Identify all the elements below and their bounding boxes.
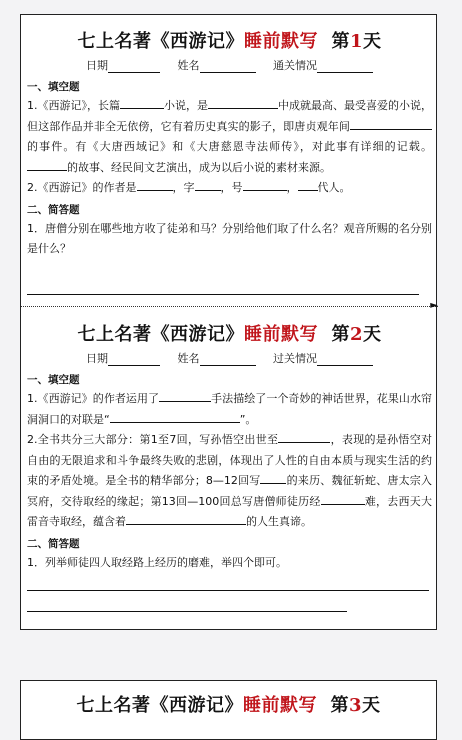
day2-question-1: 1.《西游记》的作者运用了 手法描绘了一个奇妙的神话世界，花果山水帘洞洞口的对联是“ ”。 bbox=[21, 389, 438, 430]
cut-line bbox=[21, 306, 438, 307]
answer-line[interactable] bbox=[27, 590, 429, 591]
worksheet-days-1-2 bbox=[20, 14, 437, 630]
status-blank[interactable] bbox=[317, 354, 373, 366]
answer-blank[interactable] bbox=[208, 96, 278, 109]
worksheet-day-3 bbox=[20, 680, 437, 740]
status-blank[interactable] bbox=[317, 61, 373, 73]
day1-meta-row bbox=[21, 57, 438, 73]
name-label: 姓名 bbox=[177, 59, 200, 72]
answer-blank[interactable] bbox=[27, 158, 67, 171]
answer-blank[interactable] bbox=[137, 178, 173, 191]
date-label: 日期 bbox=[86, 352, 108, 365]
day2-section-fill: 一、填空题 bbox=[27, 374, 80, 386]
day1-section-fill: 一、填空题 bbox=[27, 81, 80, 93]
day2-meta-row bbox=[21, 350, 438, 366]
day1-question-1: 1.《西游记》，长篇 小说，是 中成就最高、最受喜爱的小说，但这部作品并非全无依傍，它有着历史真实的影子，即唐贞观年间的事件。有《大唐西域记》和《大唐慈恩寺法师传》，对此事有详细的记载。的故事、经民间文艺演出，成为以后小说的素材来源。 bbox=[21, 96, 438, 178]
day2-section-short: 二、简答题 bbox=[27, 537, 80, 550]
day1-question-3: 1．唐僧分别在哪些地方收了徒弟和马？分别给他们取了什么名？观音所赐的名分别是什么？ bbox=[27, 221, 432, 255]
answer-blank[interactable] bbox=[159, 389, 211, 402]
day3-title: 七上名著《西游记》睡前默写 第3天 bbox=[76, 695, 381, 716]
answer-line[interactable] bbox=[27, 611, 347, 612]
answer-blank[interactable] bbox=[110, 410, 240, 423]
answer-blank[interactable] bbox=[120, 96, 164, 109]
day1-question-2: 2.《西游记》的作者是 ，字 ，号 ， 代人。 bbox=[21, 178, 438, 199]
name-label: 姓名 bbox=[177, 352, 200, 365]
answer-blank[interactable] bbox=[350, 117, 432, 130]
status-label: 过关情况 bbox=[273, 352, 317, 365]
answer-blank[interactable] bbox=[260, 471, 286, 484]
day1-section-short: 二、简答题 bbox=[27, 203, 80, 216]
day2-block bbox=[21, 320, 438, 573]
day1-block bbox=[21, 27, 438, 260]
day2-question-2: 2.全书共分三大部分：第1至7回，写孙悟空出世至 ，表现的是孙悟空对自由的无限追求和斗争最终失败的悲剧，体现出了人性的自由本质与现实生活的约束的矛盾处境。是全书的精华部分；8—12回写 的来历、魏征斩蛇、唐太宗入冥府，交待取经的缘起；第13回—100回总写唐僧师徒历经 难，去西天大雷音寺取经，蕴含着 的人生真谛。 bbox=[21, 430, 438, 533]
answer-blank[interactable] bbox=[126, 512, 246, 525]
day2-title: 七上名著《西游记》睡前默写 第2天 bbox=[77, 324, 382, 345]
name-blank[interactable] bbox=[200, 354, 256, 366]
answer-blank[interactable] bbox=[321, 492, 365, 505]
name-blank[interactable] bbox=[200, 61, 256, 73]
status-label: 通关情况 bbox=[273, 59, 317, 72]
answer-blank[interactable] bbox=[298, 178, 318, 191]
answer-blank[interactable] bbox=[195, 178, 221, 191]
day1-title: 七上名著《西游记》睡前默写 第1天 bbox=[77, 31, 382, 52]
date-blank[interactable] bbox=[108, 61, 160, 73]
answer-blank[interactable] bbox=[278, 430, 330, 443]
arrow-right-icon: ► bbox=[430, 300, 438, 311]
answer-line[interactable] bbox=[27, 294, 419, 295]
date-blank[interactable] bbox=[108, 354, 160, 366]
day2-question-3: 1．列举师徒四人取经路上经历的磨难，举四个即可。 bbox=[27, 555, 287, 569]
answer-blank[interactable] bbox=[243, 178, 287, 191]
date-label: 日期 bbox=[86, 59, 108, 72]
